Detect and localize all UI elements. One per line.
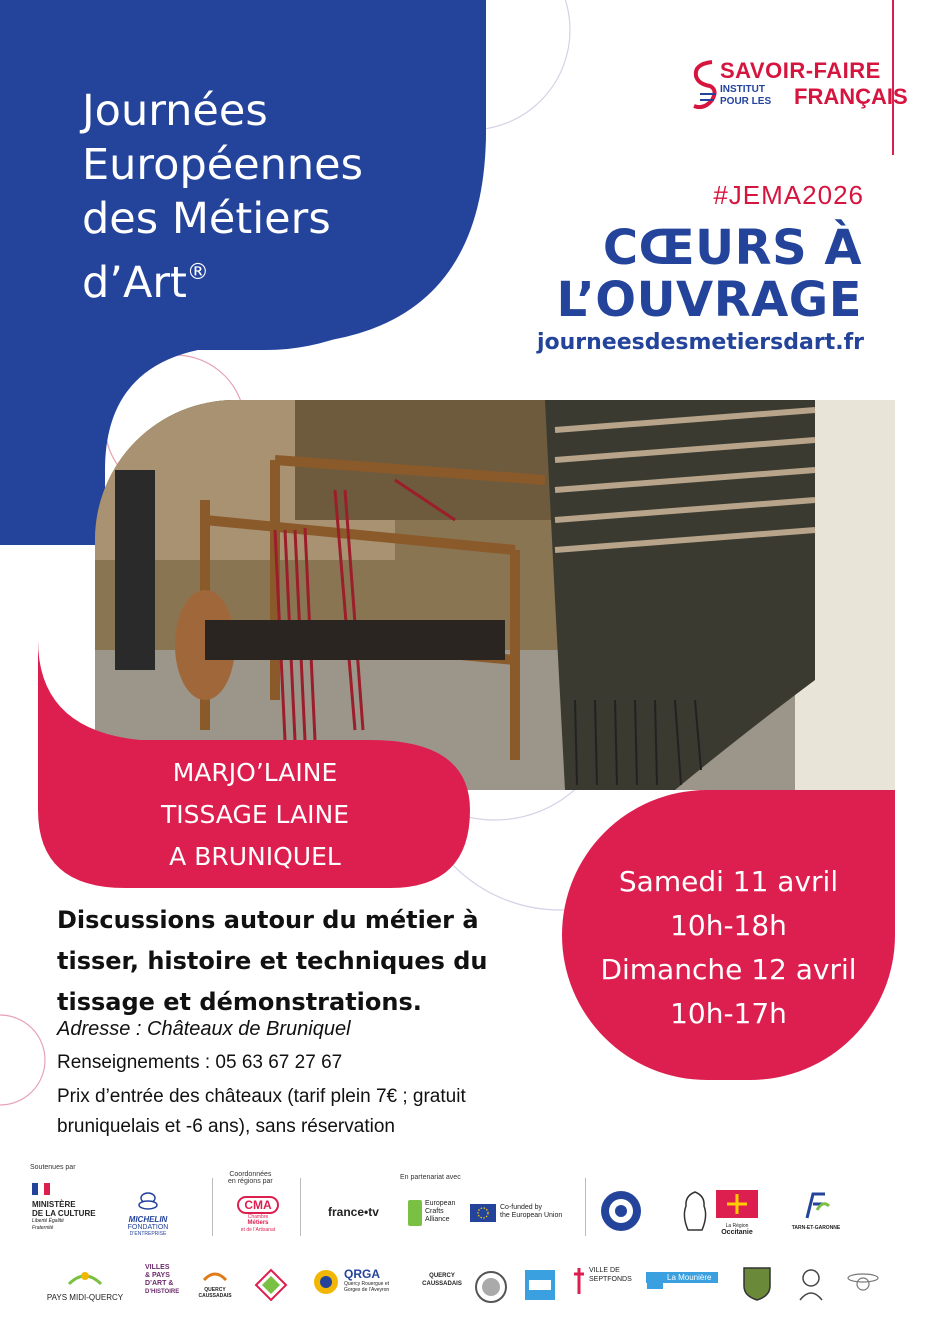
hat-figure-icon: [846, 1266, 880, 1302]
eca-line: Alliance: [425, 1216, 450, 1223]
pays-midi-quercy-logo: [40, 1268, 130, 1302]
supported-by-label: Soutenues par: [30, 1164, 76, 1171]
eca-line: Crafts: [425, 1208, 444, 1215]
title-line: Européennes: [82, 140, 364, 190]
title-line: d’Art: [82, 258, 187, 308]
villes-line: & PAYS: [145, 1272, 170, 1279]
coat-of-arms-icon: [742, 1266, 772, 1302]
divider: [585, 1178, 586, 1236]
title-line: Journées: [82, 86, 268, 136]
eu-line: Co-funded by: [500, 1204, 543, 1211]
occitanie-cross-icon: [716, 1190, 758, 1218]
cma-mark: CMA: [237, 1196, 278, 1214]
artist-name: [60, 752, 450, 878]
cma-logo: [228, 1196, 288, 1233]
regions-label-line: en régions par: [228, 1178, 273, 1185]
date-line: Samedi 11 avril: [618, 865, 839, 898]
quercy-caussadais-logo: [190, 1268, 240, 1299]
registered-mark: ®: [186, 260, 209, 285]
logo-text-institut: [720, 84, 771, 108]
event-title: [82, 84, 462, 310]
european-crafts-alliance-logo: [408, 1200, 463, 1226]
septfonds-mark-icon: [572, 1266, 586, 1296]
eu-flag-icon: [470, 1204, 496, 1222]
qrga-line: Quercy Rouergue et: [344, 1281, 390, 1287]
villes-line: VILLES: [145, 1264, 170, 1271]
qrga-logo: [312, 1268, 402, 1296]
michelin-man-icon: [135, 1192, 161, 1210]
tarn-et-garonne-mark-icon: [801, 1190, 831, 1220]
qrga-mark-icon: [312, 1268, 340, 1296]
cma-line: Chambre: [247, 1214, 269, 1220]
logo-text-francais: FRANÇAIS: [794, 84, 908, 109]
portrait-sketch-icon: [796, 1266, 826, 1302]
occitanie-logo: [716, 1190, 758, 1237]
qrga-line: Gorges de l’Aveyron: [344, 1287, 390, 1293]
la-mouniere-logo: [646, 1272, 718, 1290]
francetv-logo: france•tv: [328, 1205, 379, 1219]
villes-pays-art-histoire-logo: [145, 1264, 181, 1296]
tourisme-line: CAUSSADAIS: [422, 1281, 462, 1287]
cma-line: et de l’Artisanat: [240, 1227, 276, 1233]
mouniere-line: La Mounière: [646, 1272, 718, 1283]
event-dates: [562, 860, 895, 1036]
event-hashtag: #JEMA2026: [713, 180, 864, 210]
divider: [212, 1178, 213, 1236]
round-badge-logo-icon: [474, 1270, 508, 1304]
artist-line: TISSAGE LAINE: [160, 800, 350, 829]
michelin-line: FONDATION: [127, 1224, 169, 1231]
event-address: Adresse : Châteaux de Bruniquel: [57, 1018, 351, 1040]
logo-small-line: INSTITUT: [720, 84, 765, 95]
date-line: Dimanche 12 avril: [600, 953, 857, 986]
septfonds-line: VILLE DE: [589, 1267, 620, 1274]
event-theme: [556, 222, 862, 326]
house-icon: [646, 1272, 664, 1290]
eca-line: European: [425, 1200, 456, 1207]
quercy-line: CAUSSADAIS: [198, 1293, 232, 1299]
regions-label: [228, 1171, 273, 1185]
michelin-line: D’ENTREPRISE: [129, 1231, 167, 1237]
tarn-line: TARN-ET-GARONNE: [791, 1225, 841, 1231]
event-price: Prix d’entrée des châteaux (tarif plein 7€ ; gratuit bruniquelais et -6 ans), sans réservation: [57, 1086, 466, 1137]
ministere-culture-logo: [32, 1182, 112, 1232]
quercy-caussadais-mark-icon: [202, 1268, 228, 1282]
diamond-logo-icon: [254, 1268, 288, 1302]
michelin-line: MICHELIN: [128, 1215, 168, 1224]
ministere-line: MINISTÈRE: [32, 1200, 76, 1209]
cma-line: Métiers: [247, 1220, 269, 1226]
michelin-foundation-logo: [118, 1192, 178, 1237]
ministere-motto: Liberté Égalité Fraternité: [32, 1218, 64, 1231]
partnership-label: En partenariat avec: [400, 1174, 461, 1181]
occitanie-line: Occitanie: [721, 1229, 753, 1236]
quercy-line: QUERCY: [204, 1287, 226, 1293]
pays-midi-line: PAYS MIDI-QUERCY: [46, 1293, 124, 1302]
villes-line: D’HISTOIRE: [145, 1289, 180, 1295]
title-line: des Métiers: [82, 194, 331, 244]
logo-small-line: POUR LES: [720, 96, 772, 107]
event-description: Discussions autour du métier à tisser, histoire et techniques du tissage et démonstrations.: [57, 906, 488, 1016]
savoir-faire-mark-icon: [690, 56, 718, 116]
septfonds-line: SEPTFONDS: [589, 1276, 632, 1283]
artist-line: A BRUNIQUEL: [169, 842, 341, 871]
french-flag-icon: [32, 1183, 50, 1195]
pays-midi-quercy-mark-icon: [65, 1268, 105, 1288]
statue-logo-icon: [680, 1190, 710, 1232]
divider: [300, 1178, 301, 1236]
eca-mark-icon: [408, 1200, 422, 1226]
tarn-et-garonne-logo: [790, 1190, 842, 1231]
artist-line: MARJO’LAINE: [172, 758, 338, 787]
ministere-line: DE LA CULTURE: [32, 1209, 96, 1218]
tourisme-line: QUERCY: [429, 1273, 455, 1279]
event-phone: Renseignements : 05 63 67 27 67: [57, 1052, 343, 1073]
villes-line: D’ART &: [145, 1280, 174, 1287]
quercy-caussadais-tourisme-logo: [420, 1272, 464, 1288]
theme-line: L’OUVRAGE: [556, 272, 862, 328]
qrga-line: QRGA: [344, 1267, 380, 1281]
emblem-starburst-icon: [598, 1188, 644, 1234]
hours-line: 10h-18h: [670, 909, 787, 942]
ville-septfonds-logo: [572, 1266, 632, 1296]
logo-text-savoir-faire: SAVOIR-FAIRE: [720, 58, 881, 83]
blue-square-logo-icon: [525, 1270, 555, 1300]
theme-line: CŒURS À: [602, 220, 862, 276]
eu-cofunded-logo: [470, 1204, 570, 1222]
event-website[interactable]: journeesdesmetiersdart.fr: [536, 330, 864, 355]
savoir-faire-logo: [690, 56, 908, 118]
hours-line: 10h-17h: [670, 997, 787, 1030]
eu-line: the European Union: [500, 1212, 563, 1219]
occitanie-line: La Région: [725, 1223, 749, 1229]
regions-label-line: Coordonnées: [229, 1171, 272, 1178]
